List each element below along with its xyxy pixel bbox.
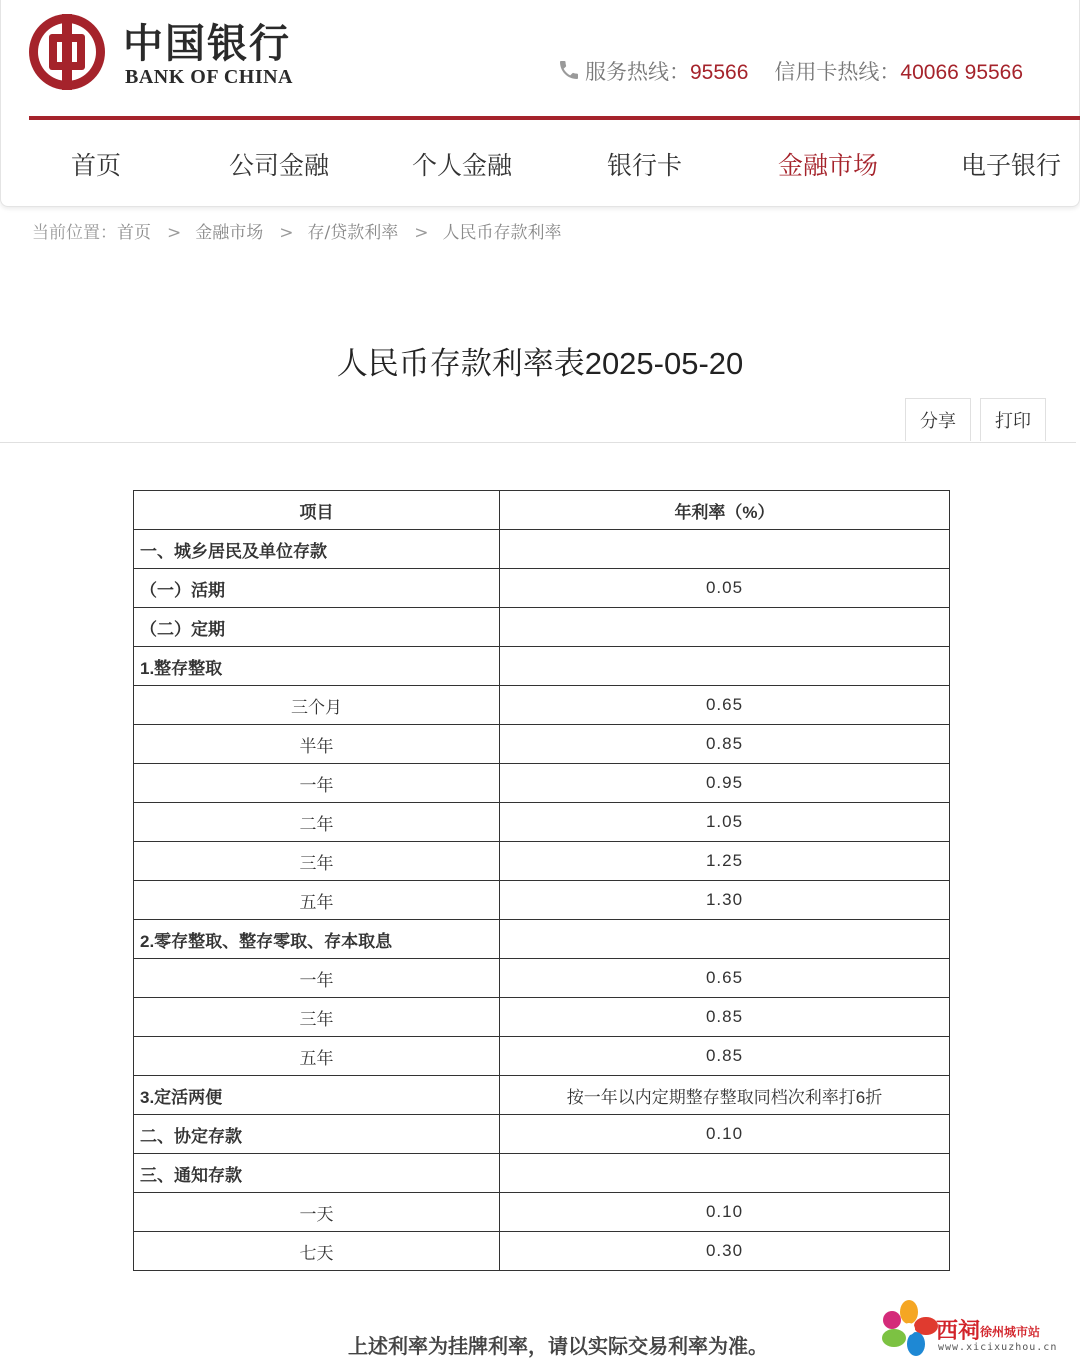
row-item: 七天	[134, 1232, 500, 1271]
table-row	[134, 998, 950, 1037]
row-item: 三、通知存款	[134, 1154, 500, 1193]
row-rate	[500, 647, 950, 686]
row-item: 一、城乡居民及单位存款	[134, 530, 500, 569]
logo-chinese-name: 中国银行	[123, 20, 291, 67]
column-header-annual-rate: 年利率（%）	[500, 491, 950, 530]
credit-hotline-label: 信用卡热线：	[774, 61, 901, 84]
row-rate: 按一年以内定期整存整取同档次利率打6折	[500, 1076, 950, 1115]
main-nav	[1, 124, 1080, 204]
row-rate: 1.25	[500, 842, 950, 881]
row-item: 三个月	[134, 686, 500, 725]
title-divider	[0, 442, 1076, 443]
nav-item-corporate-banking[interactable]: 公司金融	[229, 152, 330, 180]
table-row	[134, 881, 950, 920]
row-rate	[500, 530, 950, 569]
credit-hotline-number[interactable]: 40066 95566	[900, 61, 1024, 84]
row-item: 1.整存整取	[134, 647, 500, 686]
column-header-item: 项目	[134, 491, 500, 530]
share-button[interactable]: 分享	[905, 398, 971, 441]
table-row	[134, 1232, 950, 1271]
nav-item-personal-banking[interactable]: 个人金融	[412, 152, 513, 180]
table-row	[134, 959, 950, 998]
table-row	[134, 1115, 950, 1154]
row-rate: 0.85	[500, 1037, 950, 1076]
logo-english-name: BANK OF CHINA	[125, 66, 293, 88]
bank-logo[interactable]	[29, 14, 329, 94]
breadcrumb-rmb-deposit-rates[interactable]: 人民币存款利率	[442, 223, 562, 243]
nav-item-bank-card[interactable]: 银行卡	[607, 152, 683, 180]
row-rate: 0.30	[500, 1232, 950, 1271]
page-title: 人民币存款利率表2025-05-20	[336, 346, 744, 381]
row-rate: 0.10	[500, 1115, 950, 1154]
row-item: 五年	[134, 881, 500, 920]
table-row	[134, 1037, 950, 1076]
nav-item-e-banking[interactable]: 电子银行	[961, 152, 1062, 180]
row-item: （一）活期	[134, 569, 500, 608]
row-rate: 0.95	[500, 764, 950, 803]
row-rate	[500, 920, 950, 959]
service-hotline-number[interactable]: 95566	[690, 61, 749, 84]
site-header	[0, 0, 1080, 207]
table-row	[134, 764, 950, 803]
table-row	[134, 608, 950, 647]
table-row	[134, 920, 950, 959]
row-rate: 0.65	[500, 959, 950, 998]
row-item: 半年	[134, 725, 500, 764]
row-rate: 0.65	[500, 686, 950, 725]
breadcrumb-prefix: 当前位置：	[32, 223, 117, 243]
chevron-right-icon: >	[279, 223, 294, 243]
table-row	[134, 647, 950, 686]
table-row	[134, 725, 950, 764]
table-row	[134, 842, 950, 881]
deposit-rate-table	[133, 490, 950, 1271]
print-button[interactable]: 打印	[980, 398, 1046, 441]
row-item: 3.定活两便	[134, 1076, 500, 1115]
bank-of-china-logo-icon	[29, 14, 105, 90]
xici-flower-logo-icon	[878, 1298, 940, 1360]
service-hotline-label: 服务热线：	[585, 61, 690, 84]
rate-disclaimer: 上述利率为挂牌利率，请以实际交易利率为准。	[348, 1336, 768, 1358]
table-row	[134, 569, 950, 608]
chevron-right-icon: >	[167, 223, 182, 243]
row-item: 一年	[134, 764, 500, 803]
row-rate: 0.05	[500, 569, 950, 608]
row-rate: 0.85	[500, 998, 950, 1037]
table-row	[134, 530, 950, 569]
header-divider	[29, 116, 1080, 120]
table-row	[134, 1076, 950, 1115]
phone-icon	[557, 58, 581, 82]
watermark-brand: 西祠徐州城市站	[936, 1318, 1041, 1344]
nav-item-financial-markets[interactable]: 金融市场	[778, 152, 879, 180]
row-rate: 0.10	[500, 1193, 950, 1232]
row-rate: 1.30	[500, 881, 950, 920]
xici-watermark	[876, 1296, 1080, 1362]
hotlines	[557, 56, 1023, 86]
table-row	[134, 686, 950, 725]
table-row	[134, 1193, 950, 1232]
row-item: 一天	[134, 1193, 500, 1232]
breadcrumb-deposit-loan-rates[interactable]: 存/贷款利率	[307, 223, 399, 243]
nav-item-home[interactable]: 首页	[71, 152, 122, 180]
row-item: 三年	[134, 842, 500, 881]
row-rate: 0.85	[500, 725, 950, 764]
breadcrumb	[32, 218, 561, 243]
row-rate: 1.05	[500, 803, 950, 842]
breadcrumb-home[interactable]: 首页	[117, 223, 151, 243]
row-item: 二、协定存款	[134, 1115, 500, 1154]
chevron-right-icon: >	[414, 223, 429, 243]
row-item: （二）定期	[134, 608, 500, 647]
table-row	[134, 1154, 950, 1193]
row-item: 2.零存整取、整存零取、存本取息	[134, 920, 500, 959]
row-rate	[500, 608, 950, 647]
row-item: 三年	[134, 998, 500, 1037]
table-header-row	[134, 491, 950, 530]
row-rate	[500, 1154, 950, 1193]
row-item: 一年	[134, 959, 500, 998]
watermark-url: www.xicixuzhou.cn	[938, 1342, 1058, 1353]
breadcrumb-financial-markets[interactable]: 金融市场	[195, 223, 264, 243]
row-item: 二年	[134, 803, 500, 842]
table-row	[134, 803, 950, 842]
row-item: 五年	[134, 1037, 500, 1076]
